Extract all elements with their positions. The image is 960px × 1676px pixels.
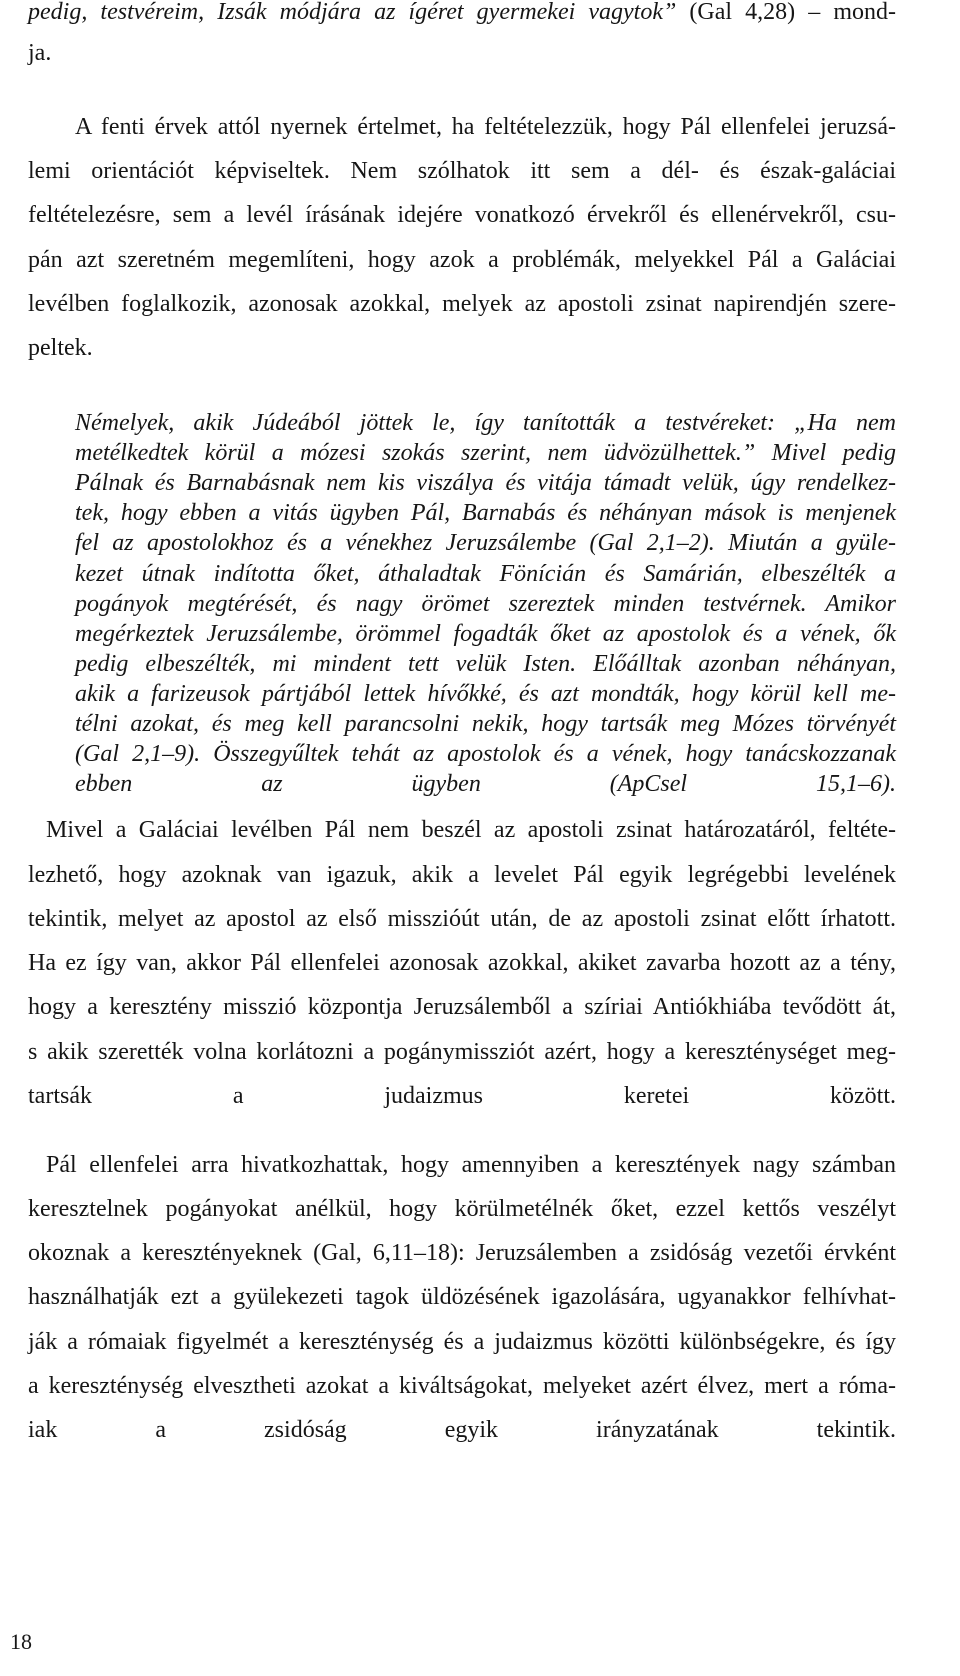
citation-fragment: (Gal 4,28) – mond- xyxy=(676,0,896,25)
text-line xyxy=(28,0,896,27)
text-line: iak a zsidóság egyik irányzatának tekintik. xyxy=(28,1417,896,1443)
text-line: használhatják ezt a gyülekezeti tagok üldözésének igazolására, ugyanakkor felhívhat- xyxy=(28,1284,896,1310)
text-line: keresztelnek pogányokat anélkül, hogy körülmetélnék őket, ezzel kettős veszélyt xyxy=(28,1196,896,1222)
quote-line: fel az apostolokhoz és a vénekhez Jeruzsálembe (Gal 2,1–2). Miután a gyüle- xyxy=(75,530,896,556)
quote-line: (Gal 2,1–9). Összegyűltek tehát az apostolok és a vének, hogy tanácskozzanak xyxy=(75,741,896,767)
text-line: a kereszténység elvesztheti azokat a kiváltságokat, melyeket azért élvez, mert a róma- xyxy=(28,1373,896,1399)
text-line: feltételezésre, sem a levél írásának idejére vonatkozó érvekről és ellenérvekről, csu- xyxy=(28,202,896,228)
quote-line: megérkeztek Jeruzsálembe, örömmel fogadták őket az apostolok és a vének, ők xyxy=(75,621,896,647)
text-line: Pál ellenfelei arra hivatkozhattak, hogy amennyiben a keresztények nagy számban xyxy=(46,1152,896,1178)
quote-line: kezet útnak indította őket, áthaladtak Fönícián és Samárián, elbeszélték a xyxy=(75,561,896,587)
text-line: ják a rómaiak figyelmét a kereszténység és a judaizmus közötti különbségekre, és így xyxy=(28,1329,896,1355)
quote-line: pogányok megtérését, és nagy örömet szereztek minden testvérnek. Amikor xyxy=(75,591,896,617)
text-line: tekintik, melyet az apostol az első misszióút után, de az apostoli zsinat előtt írhatott. xyxy=(28,906,896,932)
text-line: lemi orientációt képviseltek. Nem szólhatok itt sem a dél- és észak-galáciai xyxy=(28,158,896,184)
text-line: ja. xyxy=(28,40,52,66)
text-line: hogy a keresztény misszió központja Jeruzsálemből a szíriai Antiókhiába tevődött át, xyxy=(28,994,896,1020)
quote-line: pedig elbeszélték, mi mindent tett velük Isten. Előálltak azonban néhányan, xyxy=(75,651,896,677)
quote-line: télni azokat, és meg kell parancsolni nekik, hogy tartsák meg Mózes törvényét xyxy=(75,711,896,737)
quote-line: ebben az ügyben (ApCsel 15,1–6). xyxy=(75,771,896,797)
text-line: s akik szerették volna korlátozni a pogánymissziót azért, hogy a kereszténységet meg- xyxy=(28,1039,896,1065)
quote-line: Pálnak és Barnabásnak nem kis viszálya és vitája támadt velük, úgy rendelkez- xyxy=(75,470,896,496)
text-line: Mivel a Galáciai levélben Pál nem beszél az apostoli zsinat határozatáról, feltéte- xyxy=(46,817,896,843)
text-line: A fenti érvek attól nyernek értelmet, ha feltételezzük, hogy Pál ellenfelei jeruzsá- xyxy=(75,114,896,140)
quote-line: metélkedtek körül a mózesi szokás szerint, nem üdvözülhettek.” Mivel pedig xyxy=(75,440,896,466)
text-line: peltek. xyxy=(28,335,93,361)
quote-line: Némelyek, akik Júdeából jöttek le, így tanították a testvéreket: „Ha nem xyxy=(75,410,896,436)
text-line: Ha ez így van, akkor Pál ellenfelei azonosak azokkal, akiket zavarba hozott az a tény, xyxy=(28,950,896,976)
quote-line: akik a farizeusok pártjából lettek hívőkké, és azt mondták, hogy körül kell me- xyxy=(75,681,896,707)
text-line: pán azt szeretném megemlíteni, hogy azok a problémák, melyekkel Pál a Galáciai xyxy=(28,247,896,273)
quote-line: tek, hogy ebben a vitás ügyben Pál, Barnabás és néhányan mások is menjenek xyxy=(75,500,896,526)
italic-quote-fragment: pedig, testvéreim, Izsák módjára az ígéret gyermekei vagytok” xyxy=(28,0,677,25)
text-line: tartsák a judaizmus keretei között. xyxy=(28,1083,896,1109)
page-number: 18 xyxy=(10,1629,32,1654)
text-line: okoznak a keresztényeknek (Gal, 6,11–18): Jeruzsálemben a zsidóság vezetői érvként xyxy=(28,1240,896,1266)
text-line: lezhető, hogy azoknak van igazuk, akik a levelet Pál egyik legrégebbi levelének xyxy=(28,862,896,888)
text-line: levélben foglalkozik, azonosak azokkal, melyek az apostoli zsinat napirendjén szere- xyxy=(28,291,896,317)
